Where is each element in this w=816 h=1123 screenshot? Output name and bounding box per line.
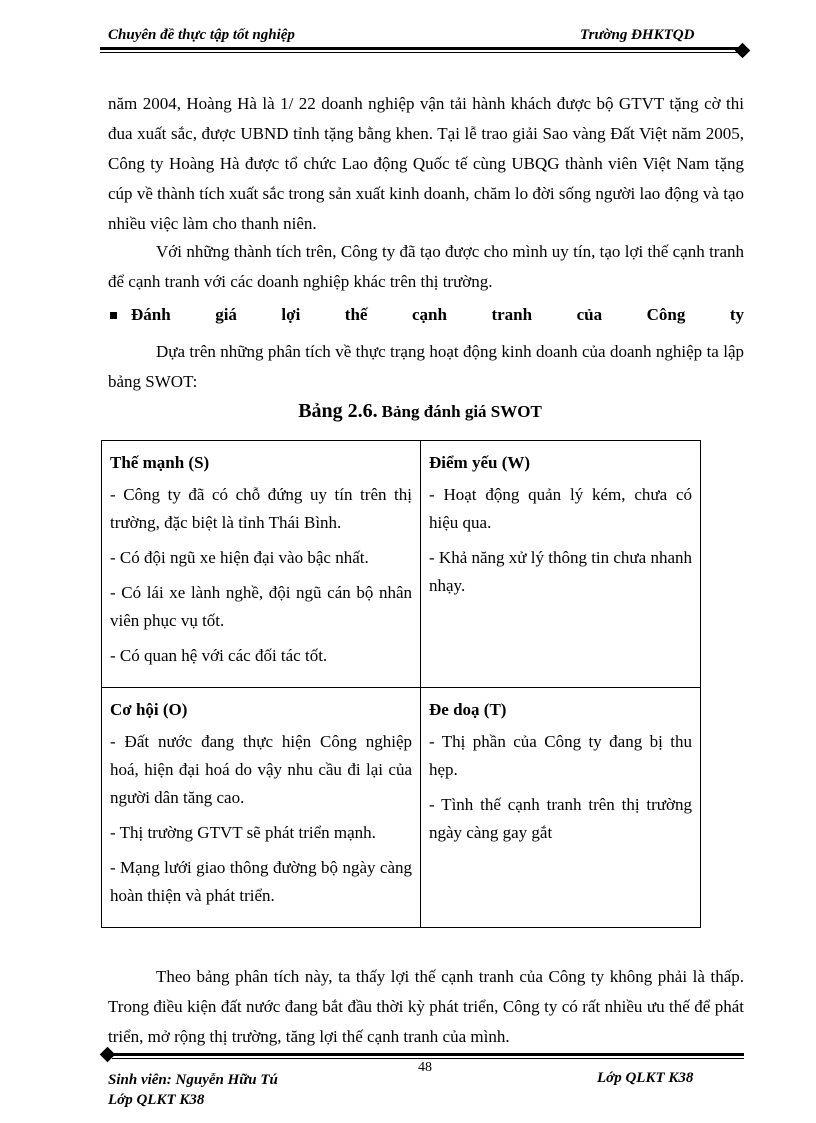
opportunity-item: - Đất nước đang thực hiện Công nghiệp hoá, hiện đại hoá do vậy nhu cầu đi lại của người dân tăng cao. xyxy=(110,732,412,807)
bullet-heading-text: Đánh giá lợi thế cạnh tranh của Công ty xyxy=(131,305,744,324)
weaknesses-heading: Điểm yếu (W) xyxy=(429,453,531,472)
strength-item: - Có quan hệ với các đối tác tốt. xyxy=(110,646,328,665)
weakness-item: - Khả năng xử lý thông tin chưa nhanh nhạy. xyxy=(429,548,692,595)
swot-row-internal xyxy=(102,441,701,688)
opportunity-item: - Mạng lưới giao thông đường bộ ngày càng hoàn thiện và phát triển. xyxy=(110,858,412,905)
threat-item: - Thị phần của Công ty đang bị thu hẹp. xyxy=(429,732,692,779)
opportunities-cell xyxy=(102,688,421,928)
strengths-cell xyxy=(102,441,421,688)
table-caption-text: Bảng đánh giá SWOT xyxy=(381,402,542,421)
swot-table xyxy=(101,440,701,928)
footer-rule-thin xyxy=(112,1058,744,1059)
threat-item: - Tình thế cạnh tranh trên thị trường ngày càng gay gắt xyxy=(429,795,692,842)
header-title-right: Trường ĐHKTQD xyxy=(580,27,695,43)
strength-item: - Có lái xe lành nghề, đội ngũ cán bộ nhân viên phục vụ tốt. xyxy=(110,583,412,630)
paragraph-conclusion: Theo bảng phân tích này, ta thấy lợi thế cạnh tranh của Công ty không phải là thấp. Trong điều kiện đất nước đang bắt đầu thời kỳ phát triển, Công ty có rất nhiều ưu thế để phát triển, mở rộng thị trường, tăng lợi thế cạnh tranh của mình. xyxy=(108,967,744,1046)
paragraph-swot-intro: Dựa trên những phân tích về thực trạng hoạt động kinh doanh của doanh nghiệp ta lập bảng SWOT: xyxy=(108,342,744,391)
table-caption xyxy=(100,400,740,423)
header-title-left: Chuyên đề thực tập tốt nghiệp xyxy=(108,27,295,43)
strength-item: - Công ty đã có chỗ đứng uy tín trên thị trường, đặc biệt là tỉnh Thái Bình. xyxy=(110,485,412,532)
strength-item: - Có đội ngũ xe hiện đại vào bậc nhất. xyxy=(110,548,369,567)
weaknesses-cell xyxy=(421,441,701,688)
footer-class-right: Lớp QLKT K38 xyxy=(597,1070,694,1086)
opportunity-item: - Thị trường GTVT sẽ phát triển mạnh. xyxy=(110,823,376,842)
paragraph-achievements: năm 2004, Hoàng Hà là 1/ 22 doanh nghiệp vận tải hành khách được bộ GTVT tặng cờ thi đua xuất sắc, được UBND tỉnh tặng bằng khen. Tại lễ trao giải Sao vàng Đất Việt năm 2005, Công ty Hoàng Hà được tổ chức Lao động Quốc tế cùng UBQG thành viên Việt Nam tặng cúp về thành tích xuất sắc trong sản xuất kinh doanh, chăm lo đời sống người lao động và tạo nhiều việc làm cho thanh niên. xyxy=(108,94,744,233)
weakness-item: - Hoạt động quản lý kém, chưa có hiệu qua. xyxy=(429,485,692,532)
threats-cell xyxy=(421,688,701,928)
footer-student-name: Sinh viên: Nguyễn Hữu Tú xyxy=(108,1072,278,1088)
threats-heading: Đe doạ (T) xyxy=(429,700,507,719)
bullet-heading xyxy=(108,300,744,330)
square-bullet-icon xyxy=(110,312,117,319)
table-caption-number: Bảng 2.6. xyxy=(298,400,378,422)
header-rule-thick xyxy=(100,47,740,50)
header-rule-thin xyxy=(100,52,740,53)
footer-rule-thick xyxy=(112,1053,744,1056)
swot-row-external xyxy=(102,688,701,928)
opportunities-heading: Cơ hội (O) xyxy=(110,700,188,719)
footer-left xyxy=(108,1070,278,1110)
header-diamond-ornament xyxy=(735,43,751,59)
paragraph-reputation: Với những thành tích trên, Công ty đã tạo được cho mình uy tín, tạo lợi thế cạnh tranh để cạnh tranh với các doanh nghiệp khác trên thị trường. xyxy=(108,242,744,291)
footer-class-left: Lớp QLKT K38 xyxy=(108,1092,205,1108)
strengths-heading: Thế mạnh (S) xyxy=(110,453,210,472)
page-number: 48 xyxy=(418,1060,432,1075)
